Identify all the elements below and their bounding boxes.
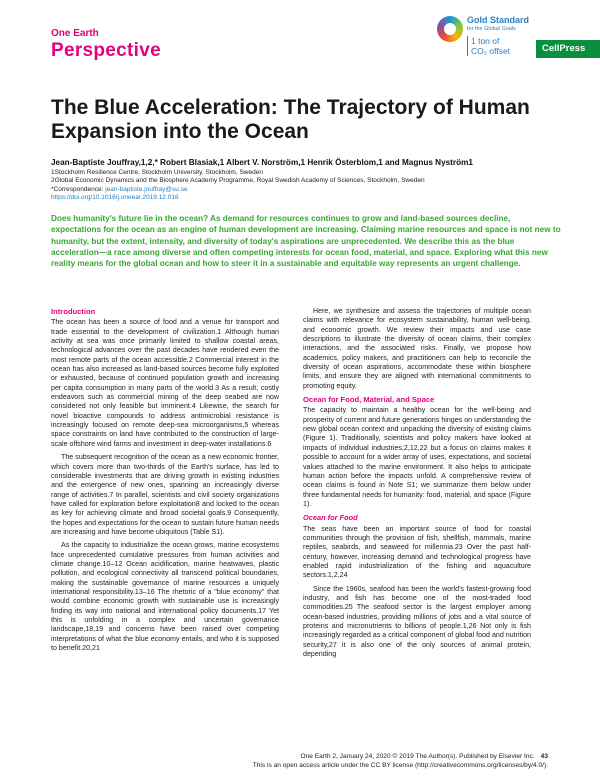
paragraph: The seas have been an important source of food for coastal communities through the provision of fish, shellfish, mammals, marine reptiles, seabirds, and seaweed for millennia.23 Over the past half-century, however, increasing demand and technological progress have enabled rapid industrialization of the fishing and aquaculture sectors.1,2,24 xyxy=(303,524,531,580)
doi-link[interactable]: https://doi.org/10.1016/j.oneear.2019.12.016 xyxy=(51,194,179,201)
affiliation-2: 2Global Economic Dynamics and the Biosphere Academy Programme, Royal Swedish Academy of Sciences, Stockholm, Sweden xyxy=(51,177,425,184)
correspondence-email-link[interactable]: jean-baptiste.jouffray@su.se xyxy=(105,186,188,193)
section-heading-ocean-for-food-material-space: Ocean for Food, Material, and Space xyxy=(303,395,435,405)
article-type: Perspective xyxy=(51,40,161,61)
abstract: Does humanity's future lie in the ocean? As demand for resources continues to grow and land-based sources decline, expectations for the ocean as an engine of human development are increasing. Claiming marine resources and space is not new to humanity, but the extent, intensity, and diversity of today's aspirations are unprecedented. We describe this as the blue acceleration—a race among diverse and often competing interests for ocean food, material, and space. Exploring what this new reality means for the global ocean and how to steer it in a sustainable and equitable way represents an urgent challenge. xyxy=(51,214,561,269)
section-heading-introduction: Introduction xyxy=(51,307,96,316)
gold-standard-badge[interactable] xyxy=(437,12,530,62)
paragraph: Since the 1960s, seafood has been the world's fastest-growing food industry, and fish has become one of the most-traded food commodities.25 The seafood sector is the largest employer among ocean-based industries, providing millions of jobs and a vital source of proteins and micronutrients to billions of people.1,26 Not only is fish increasingly regarded as a critical component of global food and nutrition security,27 it is also one of the only sources of animal protein, depending xyxy=(303,584,531,659)
paragraph: The ocean has been a source of food and a venue for transport and trade essential to the development of civilization.1 Although human activity at sea was once primarily limited to shallow coastal areas, technological advances over the past decades have rendered even the most remote parts of the ocean accessible.2 Commercial interest in the ocean has also increased as land-based sources become fully exploited or exhausted, because of continued population growth and increasing per capita consumption in many parts of the world.3 As a result, costly endeavors such as commercial mining of the deep seabed are now considered not only feasible but imminent.4 Likewise, the search for novel bioactive compounds to address antimicrobial resistance is increasingly focused on remote deep-sea microorganisms,5 whereas space constraints on land have contributed to the construction of large-scale offshore wind farms and investment in deep-water installations.6 xyxy=(51,318,279,448)
gold-standard-logo-icon xyxy=(437,16,463,42)
left-column xyxy=(51,307,279,657)
badge-title: Gold Standard xyxy=(467,15,530,25)
affiliation-1: 1Stockholm Resilience Centre, Stockholm University, Stockholm, Sweden xyxy=(51,169,263,176)
paragraph: Here, we synthesize and assess the trajectories of multiple ocean claims with relevance for ecosystem sustainability, human well-being, and economic growth. We review their impacts and use case descriptions to illustrate the diversity of ocean claims, their complex interactions, and the associated risks. Finally, we propose how academics, policy makers, and practitioners can help to reconcile the diversity of ocean aspirations, accommodate these within biosphere limits, and ensure they are aligned with international commitments to promoting equity. xyxy=(303,307,531,390)
cellpress-logo[interactable]: CellPress xyxy=(536,40,600,58)
subsection-heading-ocean-for-food: Ocean for Food xyxy=(303,513,358,523)
paragraph: The subsequent recognition of the ocean as a new economic frontier, which covers more than two-thirds of the Earth's surface, has led to considerable investments that are driving growth in existing industries and the emergence of new ones, spanning an increasingly diverse range of activities.7 In parallel, scientists and civil society organizations have called for exploration before exploitation8 and locked to the ocean as key for achieving climate and broad societal goals.9 Consequently, the hopes and expectations for the ocean to sustain future human needs are increasing and have become ubiquitous (Table S1). xyxy=(51,453,279,536)
footer-license[interactable]: This is an open access article under the CC BY license (http://creativecommons.org/licenses/by/4.0/). xyxy=(252,762,548,769)
paragraph: The capacity to maintain a healthy ocean for the well-being and prosperity of current and future generations hinges on understanding the new global ocean context and unpacking the diversity of existing claims (Figure 1). Traditionally, scientists and policy makers have looked at impacts of individual industries,2,12,22 but a focus on claims makes it possible to account for a wider array of uses, expectations, and societal values attached to the marine environment. It also helps to anticipate human action before the impacts unfold. A comprehensive review of ocean claims is found in Note S1; we summarize them below under three fundamental needs for humanity: food, material, and space (Figure 1). xyxy=(303,406,531,508)
author-list: Jean-Baptiste Jouffray,1,2,* Robert Blasiak,1 Albert V. Norström,1 Henrik Österblom,1 and Magnus Nyström1 xyxy=(51,158,473,167)
correspondence xyxy=(51,186,571,193)
badge-offset xyxy=(467,36,510,56)
badge-offset-line1: 1 ton of xyxy=(471,36,500,46)
journal-name: One Earth xyxy=(51,28,99,39)
badge-offset-line2: CO₂ offset xyxy=(471,46,511,56)
correspondence-label: *Correspondence: xyxy=(51,186,106,193)
footer-citation-line xyxy=(300,753,548,760)
paragraph: As the capacity to industrialize the ocean grows, marine ecosystems face unprecedented cumulative pressures from human activities and climate change.10–12 Ocean acidification, marine heatwaves, plastic pollution, and ecological connectivity all transcend political boundaries, making the sustainable governance of marine resources a uniquely international responsibility.13–16 The rhetoric of a "blue economy" that would combine economic growth with sustainable use is increasingly finding its way into national and international policy documents.17 Yet this is unfolding in a complex and uncertain governance landscape,18,19 and concerns have been raised over competing interpretations of what the blue economy entails, and who it is supposed to benefit.20,21 xyxy=(51,541,279,653)
right-column xyxy=(303,307,531,663)
page-number: 43 xyxy=(540,753,548,760)
footer-citation: One Earth 2, January 24, 2020 © 2019 The Author(s). Published by Elsevier Inc. xyxy=(300,753,535,760)
badge-subtitle: for the Global Goals xyxy=(467,26,516,32)
article-title: The Blue Acceleration: The Trajectory of Human Expansion into the Ocean xyxy=(51,96,530,143)
